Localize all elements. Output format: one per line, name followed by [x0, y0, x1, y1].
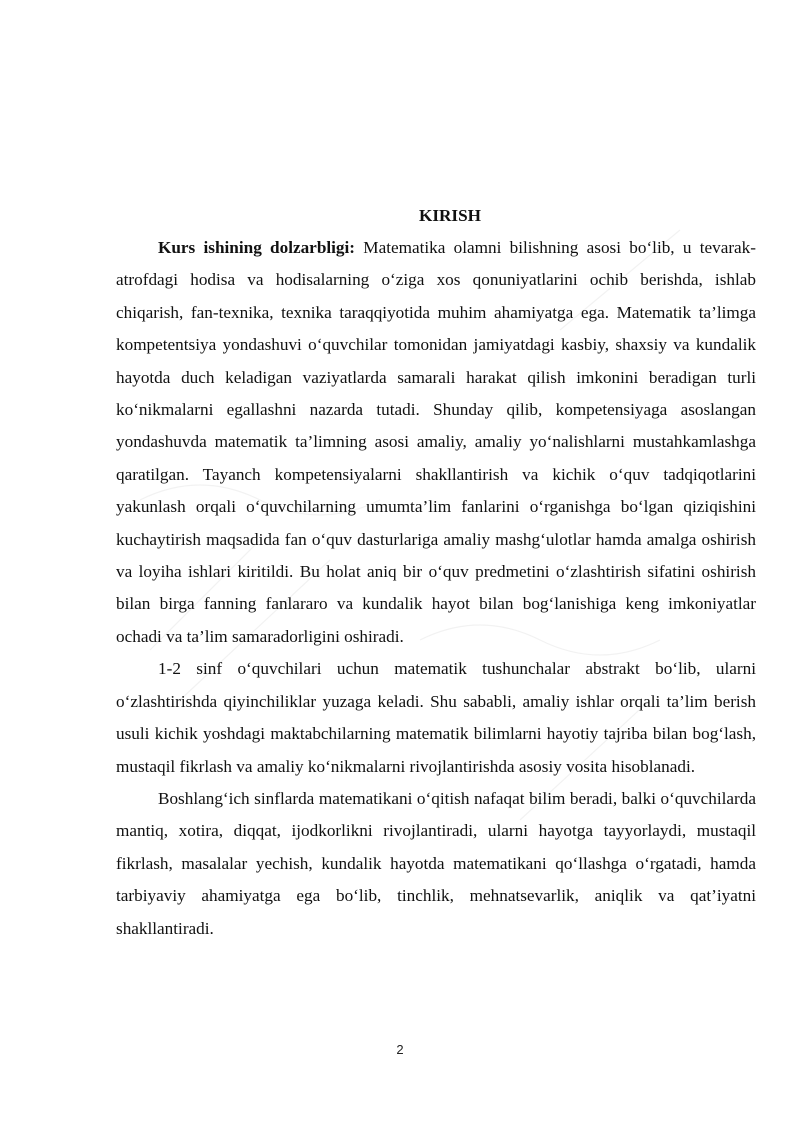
section-heading: KIRISH — [418, 206, 482, 225]
paragraph-relevance — [116, 232, 756, 653]
page-number: 2 — [396, 1042, 404, 1057]
document-body — [116, 200, 756, 945]
paragraph-text: Matematika olamni bilishning asosi bo‘lib, u tevarak-atrofdagi hodisa va hodisalarning o‘ziga xos qonuniyatlarini ochib berishda, ishlab chiqarish, fan-texnika, texnika taraqqiyotida muhim ahamiyatga ega. Matematik ta’limga kompetentsiya yondashuvi o‘quvchilar tomonidan jamiyatdagi kasbiy, shaxsiy va kundalik hayotda duch keladigan vaziyatlarda samarali harakat qilish imkonini beradigan turli ko‘nikmalarni egallashni nazarda tutadi. Shunday qilib, kompetensiyaga asoslangan yondashuvda matematik ta’limning asosi amaliy, amaliy yo‘nalishlarni mustahkamlashga qaratilgan. Tayanch kompetensiyalarni shakllantirish va kichik o‘quv tadqiqotlarini yakunlash orqali o‘quvchilarning umumta’lim fanlarini o‘rganishga bo‘lgan qiziqishini kuchaytirish maqsadida fan o‘quv dasturlariga amaliy mashg‘ulotlar hamda amalga oshirish va loyiha ishlari kiritildi. Bu holat aniq bir o‘quv predmetini o‘zlashtirish sifatini oshirish bilan birga fanning fanlararo va kundalik hayot bilan bog‘lanishiga keng imkoniyatlar ochadi va ta’lim samaradorligini oshiradi. — [116, 238, 757, 646]
paragraph-text: 1-2 sinf o‘quvchilari uchun matematik tushunchalar abstrakt bo‘lib, ularni o‘zlashtirishda qiyinchiliklar yuzaga keladi. Shu sababli, amaliy ishlar orqali ta’lim berish usuli kichik yoshdagi maktabchilarning matematik bilimlarni hayotiy tajriba bilan bog‘lash, mustaqil fikrlash va amaliy ko‘nikmalarni rivojlantirishda asosiy vosita hisoblanadi. — [116, 659, 756, 776]
paragraph-lead: Kurs ishining dolzarbligi: — [158, 238, 356, 257]
paragraph-text: Boshlang‘ich sinflarda matematikani o‘qitish nafaqat bilim beradi, balki o‘quvchilarda mantiq, xotira, diqqat, ijodkorlikni rivojlantiradi, ularni hayotga tayyorlaydi, mustaqil fikrlash, masalalar yechish, kundalik hayotda matematikani qo‘llashga o‘rgatadi, hamda tarbiyaviy ahamiyatga ega bo‘lib, tinchlik, mehnatsevarlik, aniqlik va qat’iyatni shakllantiradi. — [116, 788, 756, 938]
paragraph-grades — [116, 653, 756, 783]
paragraph-primary — [116, 783, 756, 945]
